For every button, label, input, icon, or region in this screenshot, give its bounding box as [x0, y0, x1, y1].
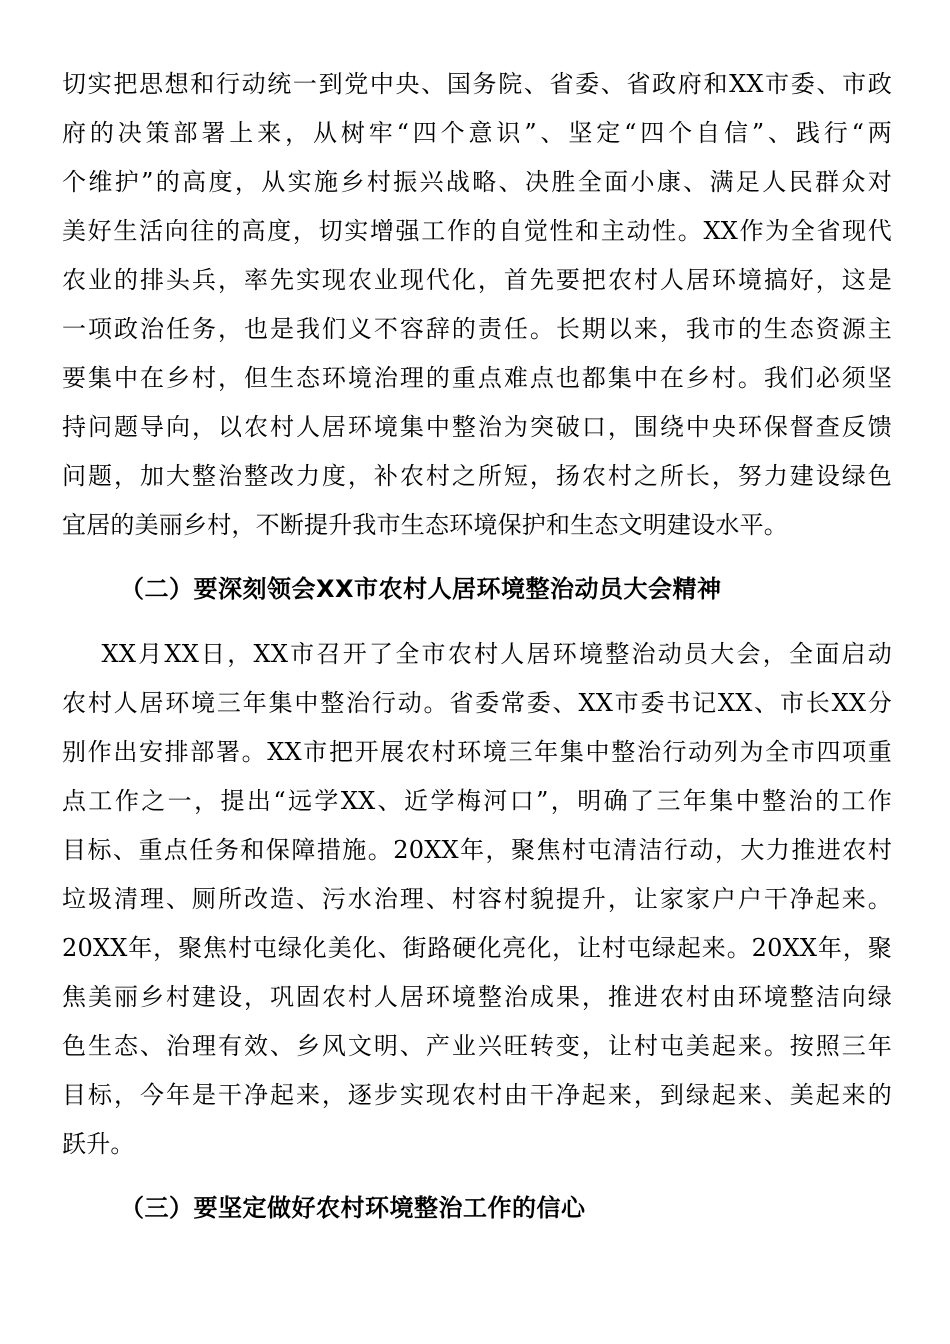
paragraph1-line: 美好生活向往的高度，切实增强工作的自觉性和主动性。XX作为全省现代: [62, 217, 892, 245]
paragraph2-line: 目标，今年是干净起来，逐步实现农村由干净起来，到绿起来、美起来的: [62, 1081, 892, 1109]
section-heading-2: （二）要深刻领会XX市农村人居环境整治动员大会精神: [120, 575, 722, 603]
paragraph2-line: 色生态、治理有效、乡风文明、产业兴旺转变，让村屯美起来。按照三年: [62, 1032, 892, 1060]
paragraph1-line: 农业的排头兵，率先实现农业现代化，首先要把农村人居环境搞好，这是: [62, 266, 892, 294]
paragraph2-line: 农村人居环境三年集中整治行动。省委常委、XX市委书记XX、市长XX分: [62, 689, 892, 717]
paragraph1-line: 切实把思想和行动统一到党中央、国务院、省委、省政府和XX市委、市政: [62, 70, 892, 98]
paragraph1-line: 府的决策部署上来，从树牢“四个意识”、坚定“四个自信”、践行“两: [62, 119, 892, 147]
paragraph2-line: 20XX年，聚焦村屯绿化美化、街路硬化亮化，让村屯绿起来。20XX年，聚: [62, 934, 892, 962]
section-heading-3: （三）要坚定做好农村环境整治工作的信心: [120, 1194, 586, 1222]
paragraph1-line: 持问题导向，以农村人居环境集中整治为突破口，围绕中央环保督查反馈: [62, 413, 892, 441]
paragraph1-line: 一项政治任务，也是我们义不容辞的责任。长期以来，我市的生态资源主: [62, 315, 892, 343]
paragraph2-line: 目标、重点任务和保障措施。20XX年，聚焦村屯清洁行动，大力推进农村: [62, 836, 892, 864]
paragraph2-line: 跃升。: [62, 1130, 135, 1158]
paragraph2-line: 点工作之一，提出“远学XX、近学梅河口”，明确了三年集中整治的工作: [62, 787, 892, 815]
paragraph2-line: 别作出安排部署。XX市把开展农村环境三年集中整治行动列为全市四项重: [62, 738, 892, 766]
paragraph1-line: 要集中在乡村，但生态环境治理的重点难点也都集中在乡村。我们必须坚: [62, 364, 892, 392]
paragraph1-line: 问题，加大整治整改力度，补农村之所短，扬农村之所长，努力建设绿色: [62, 462, 892, 490]
paragraph2-line: 垃圾清理、厕所改造、污水治理、村容村貌提升，让家家户户干净起来。: [62, 885, 892, 913]
paragraph2-line: XX月XX日，XX市召开了全市农村人居环境整治动员大会，全面启动: [62, 640, 892, 668]
paragraph1-line: 个维护”的高度，从实施乡村振兴战略、决胜全面小康、满足人民群众对: [62, 168, 892, 196]
paragraph2-line: 焦美丽乡村建设，巩固农村人居环境整治成果，推进农村由环境整洁向绿: [62, 983, 892, 1011]
paragraph1-line: 宜居的美丽乡村，不断提升我市生态环境保护和生态文明建设水平。: [62, 511, 788, 539]
